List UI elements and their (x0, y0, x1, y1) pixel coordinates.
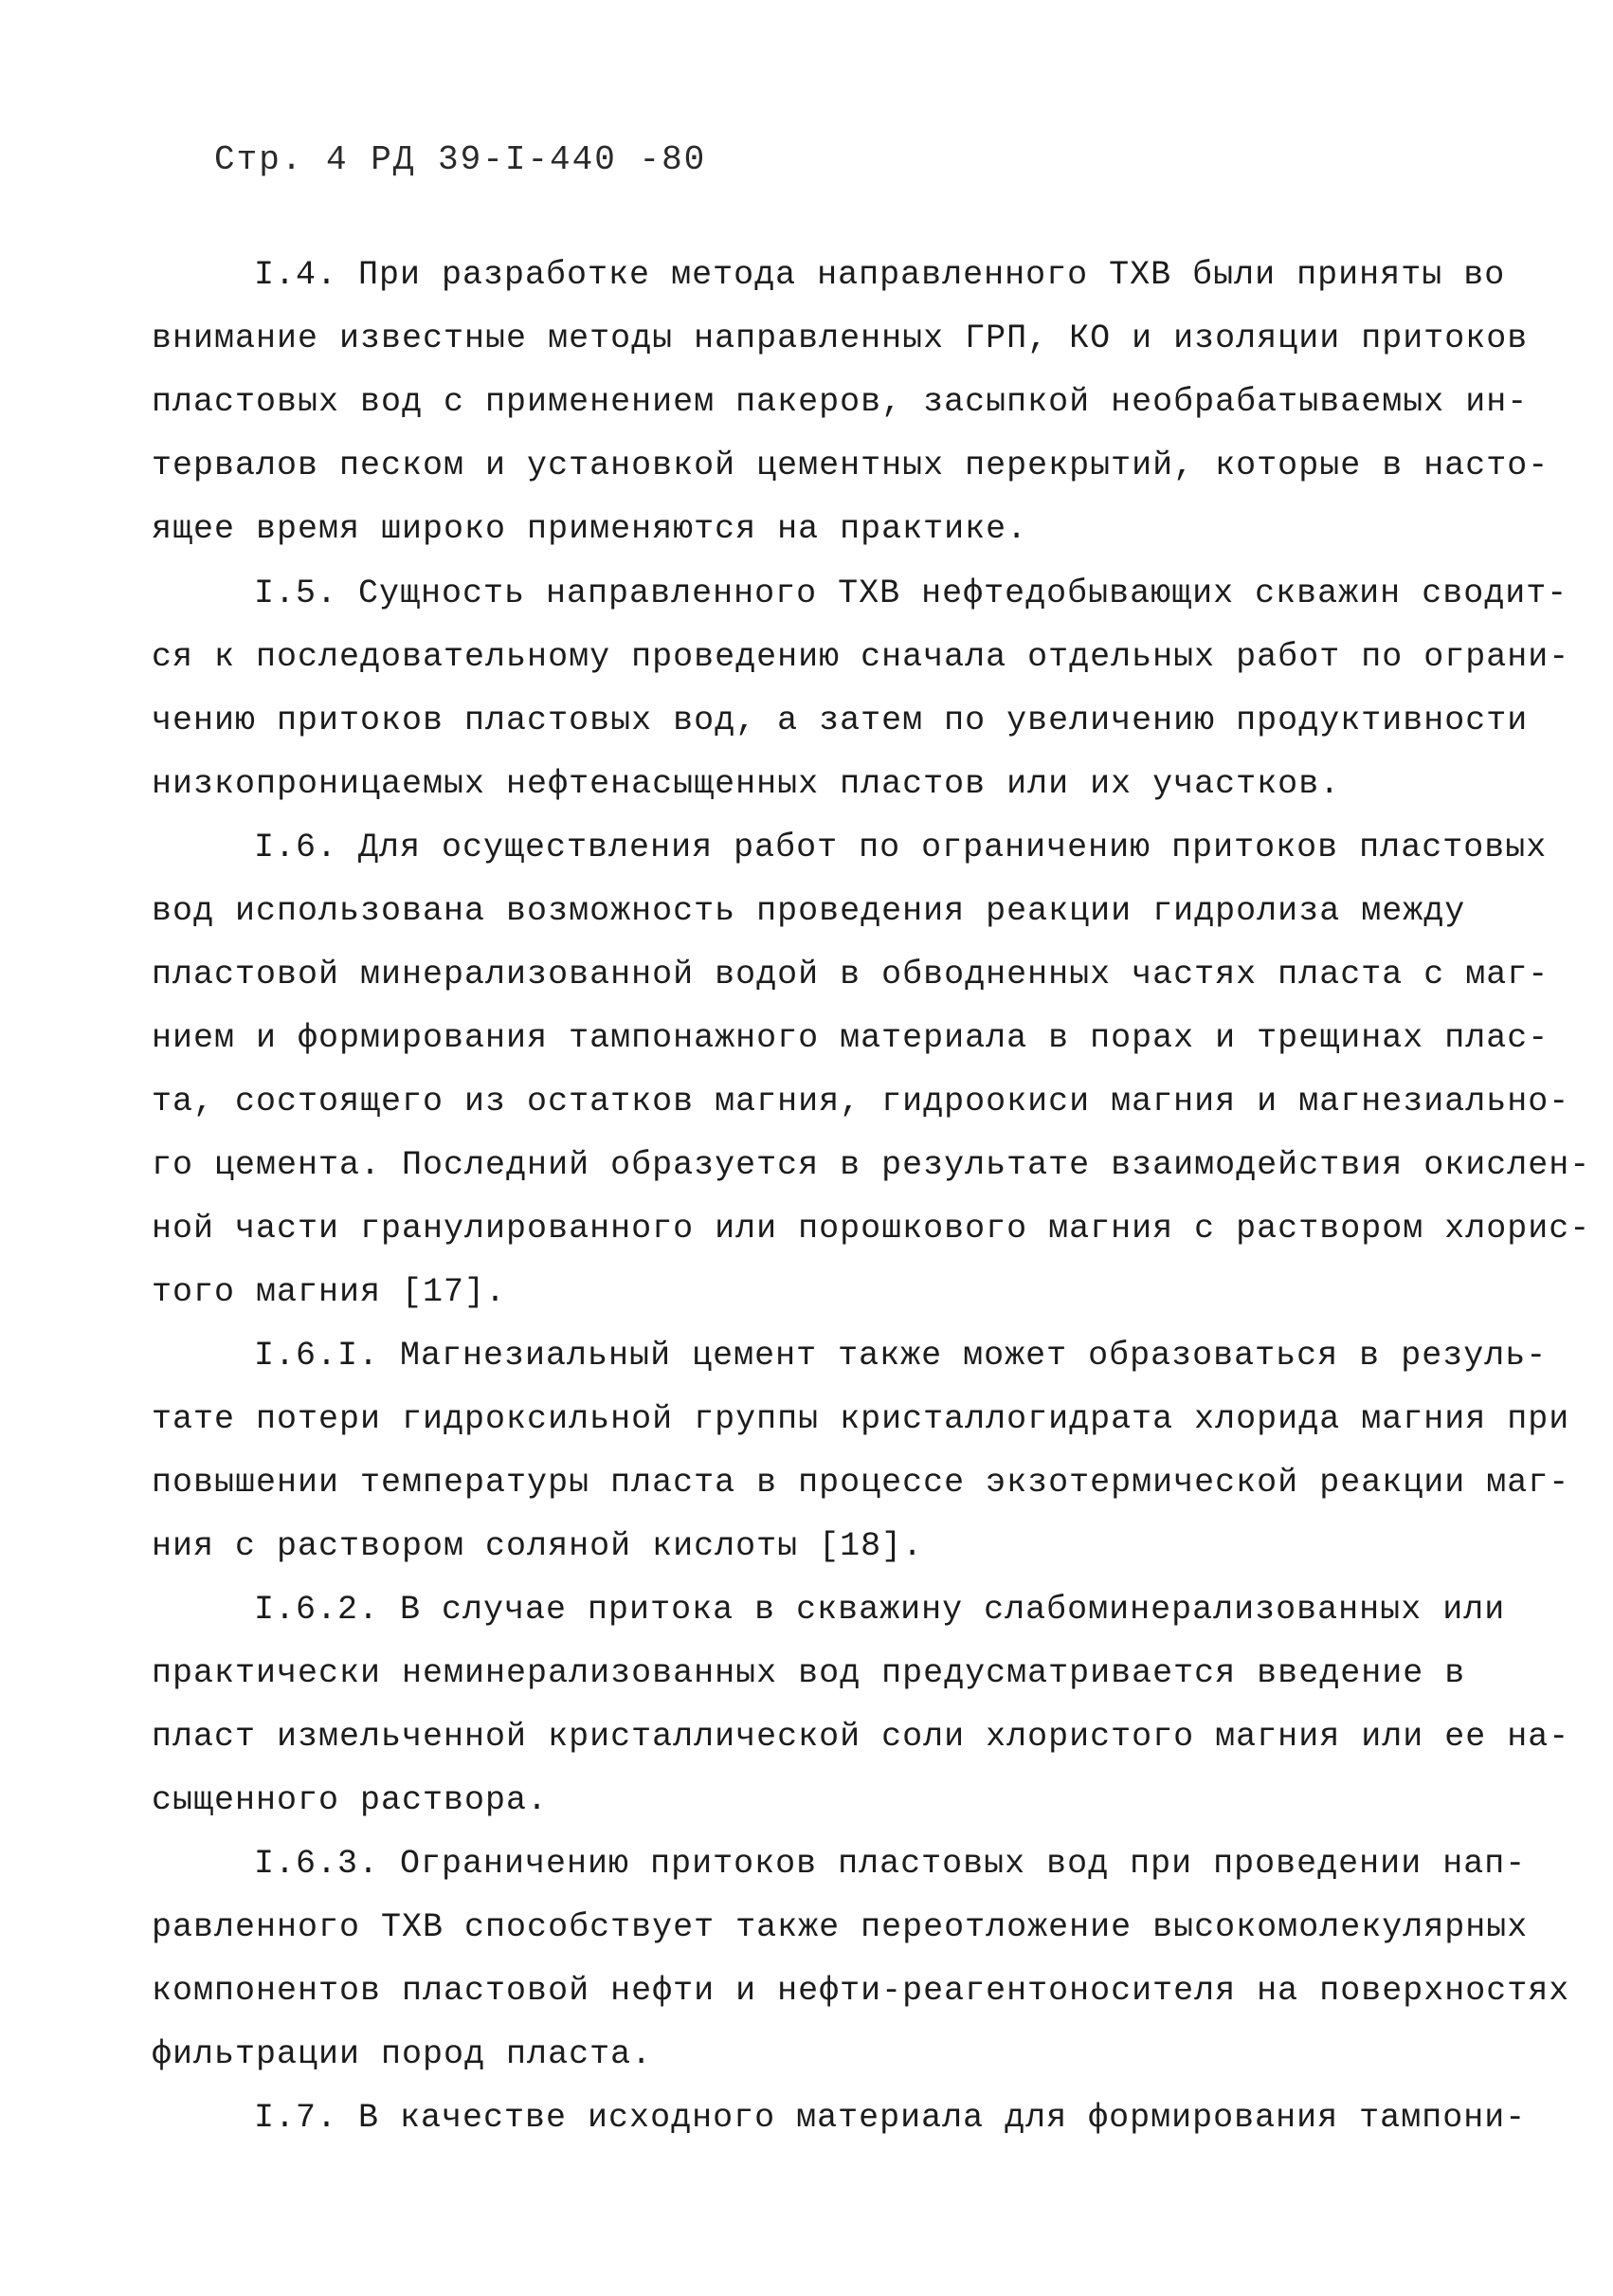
text-line: сыщенного раствора. (152, 1781, 549, 1819)
text-line: внимание известные методы направленных ГРП, КО и изоляции притоков (152, 319, 1529, 357)
text-line: тервалов песком и установкой цементных перекрытий, которые в насто- (152, 446, 1550, 484)
text-line: практически неминерализованных вод предусматривается введение в (152, 1654, 1466, 1692)
text-line: I.7. В качестве исходного материала для формирования тампони- (254, 2099, 1527, 2137)
text-line: I.5. Сущность направленного ТХВ нефтедобывающих скважин сводит- (254, 574, 1568, 612)
text-line: тате потери гидроксильной группы кристаллогидрата хлорида магния при (152, 1400, 1570, 1438)
text-line: I.4. При разработке метода направленного ТХВ были приняты во (254, 256, 1506, 294)
text-line: пластовых вод с применением пакеров, засыпкой необрабатываемых ин- (152, 383, 1529, 421)
text-line: пластовой минерализованной водой в обводненных частях пласта с маг- (152, 956, 1550, 993)
text-line: пласт измельченной кристаллической соли хлористого магния или ее на- (152, 1718, 1570, 1756)
text-line: того магния [17]. (152, 1273, 507, 1311)
page-header: Стр. 4 РД 39-I-440 -80 (214, 140, 707, 179)
text-line: чению притоков пластовых вод, а затем по увеличению продуктивности (152, 702, 1529, 739)
text-line: фильтрации пород пласта. (152, 2035, 653, 2073)
text-line: та, состоящего из остатков магния, гидроокиси магния и магнезиально- (152, 1083, 1570, 1121)
text-line: ящее время широко применяются на практике. (152, 510, 1028, 548)
text-line: I.6. Для осуществления работ по ограничению притоков пластовых (254, 829, 1548, 866)
text-line: нием и формирования тампонажного материала в порах и трещинах плас- (152, 1019, 1550, 1057)
text-line: I.6.I. Магнезиальный цемент также может образоваться в резуль- (254, 1337, 1548, 1375)
text-line: низкопроницаемых нефтенасыщенных пластов или их участков. (152, 765, 1341, 803)
text-line: компонентов пластовой нефти и нефти-реагентоносителя на поверхностях (152, 1972, 1570, 2010)
text-line: I.6.2. В случае притока в скважину слабоминерализованных или (254, 1591, 1506, 1629)
text-line: равленного ТХВ способствует также переотложение высокомолекулярных (152, 1908, 1529, 1946)
text-line: вод использована возможность проведения реакции гидролиза между (152, 892, 1466, 930)
text-line: повышении температуры пласта в процессе экзотермической реакции маг- (152, 1464, 1570, 1502)
text-line: ся к последовательному проведению сначала отдельных работ по ограни- (152, 638, 1570, 676)
text-line: ной части гранулированного или порошкового магния с раствором хлорис- (152, 1210, 1591, 1248)
text-line: го цемента. Последний образуется в результате взаимодействия окислен- (152, 1146, 1591, 1184)
text-line: ния с раствором соляной кислоты [18]. (152, 1527, 924, 1565)
text-line: I.6.3. Ограничению притоков пластовых вод при проведении нап- (254, 1845, 1527, 1883)
